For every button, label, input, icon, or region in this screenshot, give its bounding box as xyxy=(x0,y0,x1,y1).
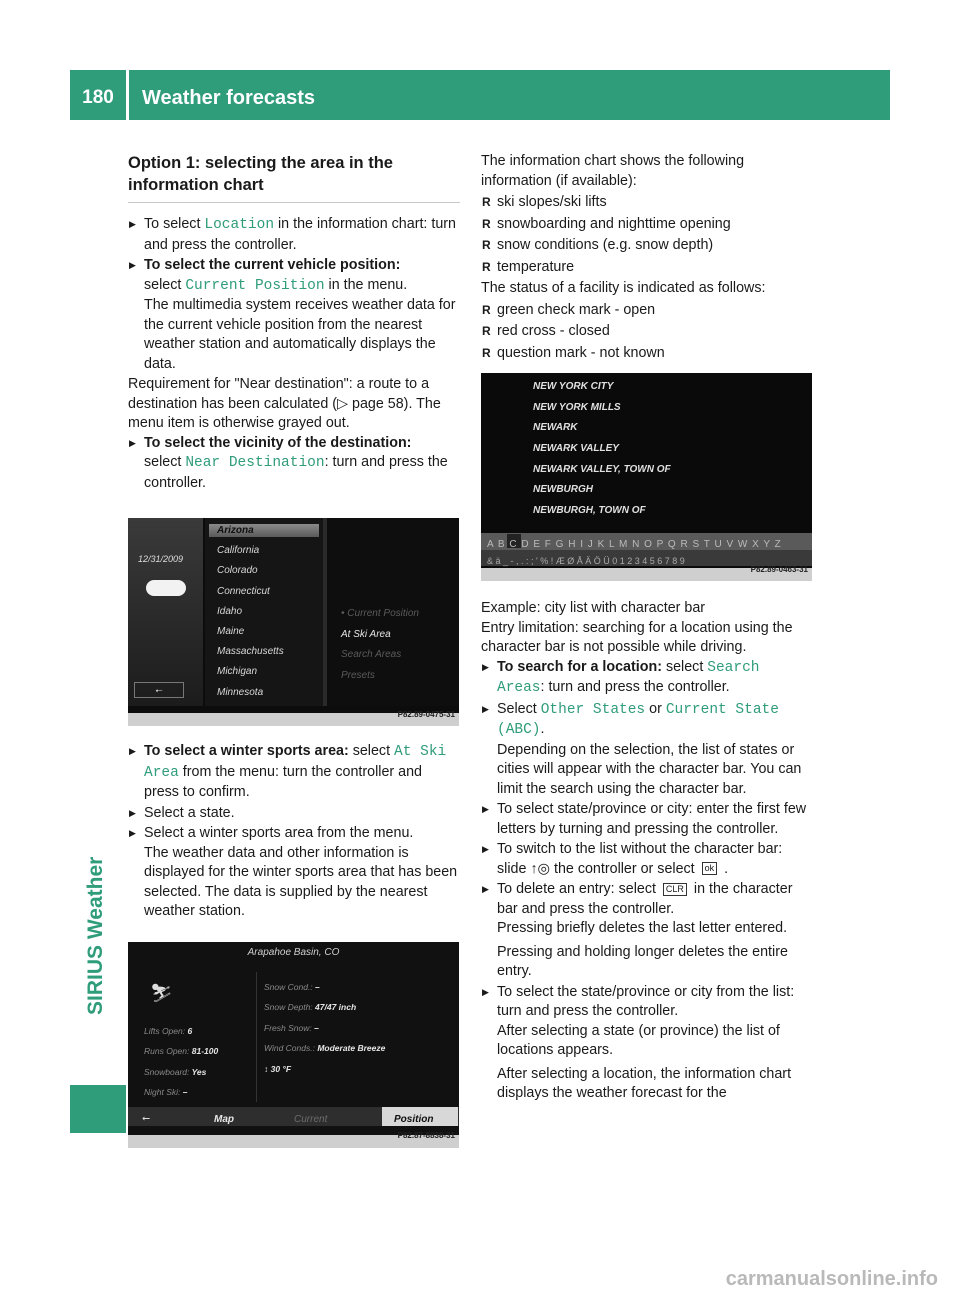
tab-bar xyxy=(128,1107,459,1126)
character-bar[interactable] xyxy=(481,533,812,550)
intro-text: The information chart shows the following information (if available): xyxy=(481,153,745,189)
state-list-item[interactable]: Arizona xyxy=(217,525,254,536)
state-list-item[interactable]: Colorado xyxy=(217,565,258,577)
header-divider xyxy=(126,70,129,120)
page-title: Weather forecasts xyxy=(142,87,316,109)
city-list-item[interactable]: NEWBURGH xyxy=(533,484,593,496)
info-bullets xyxy=(481,193,813,277)
image-code: P82.89-0475-31 xyxy=(397,709,455,719)
city-list-item[interactable]: NEWBURGH, TOWN OF xyxy=(533,505,646,517)
ski-info-value: Moderate Breeze xyxy=(314,1043,386,1053)
ski-info-label: Snow Depth: xyxy=(264,1002,313,1012)
state-list-item[interactable]: Minnesota xyxy=(217,686,264,698)
city-list-item[interactable]: NEWARK VALLEY xyxy=(533,443,619,455)
ok-key-icon: ok xyxy=(702,862,718,875)
page-header xyxy=(70,70,890,120)
back-button[interactable]: ⭠ xyxy=(134,682,184,698)
step-select-area: ▶ Select a winter sports area from the menu. The weather data and other information is displayed for the winter sports area that has been selected. The data is supplied by the nearest weather station. xyxy=(128,824,460,922)
options-menu xyxy=(329,518,459,706)
code-search-areas: Search Areas xyxy=(497,659,760,696)
step-select-location: ▶ To select Location in the information chart: turn and press the controller. xyxy=(128,215,460,255)
ski-info-value: – xyxy=(311,1022,319,1033)
step-delete-entry: ▶ To delete an entry: select CLR in the character bar and press the controller. Pressing briefly deletes the last letter entered. Pressing and holding longer deletes the entire entry. xyxy=(481,880,813,982)
ski-info-value: 6 xyxy=(185,1025,193,1036)
date-label: 12/31/2009 xyxy=(138,554,184,564)
status-bullets xyxy=(481,301,813,364)
state-list-item[interactable]: Idaho xyxy=(217,605,243,617)
menu-item[interactable]: • Current Position xyxy=(341,608,419,619)
status-intro: The status of a facility is indicated as follows: xyxy=(481,280,766,296)
ski-info-value: Yes xyxy=(189,1066,207,1077)
step-current-position: ▶ To select the current vehicle position: select Current Position in the menu. The multimedia system receives weather data for the current vehicle position from the nearest weather station and automatically displays the data. xyxy=(128,256,460,374)
bullet-item: R temperature xyxy=(481,258,813,278)
section-marker xyxy=(70,1085,126,1133)
entry-limitation: Entry limitation: searching for a location using the character bar is not possible while driving. xyxy=(481,619,793,655)
bullet-item: R green check mark - open xyxy=(481,301,813,321)
screenshot-state-menu xyxy=(128,518,459,726)
ski-info-row xyxy=(264,1019,385,1040)
city-list-item[interactable]: NEWARK VALLEY, TOWN OF xyxy=(533,463,671,475)
city-list-item[interactable]: NEW YORK CITY xyxy=(533,381,614,392)
ski-info-label: Lifts Open: xyxy=(144,1025,186,1036)
ski-info-label: Snow Cond.: xyxy=(264,981,313,992)
ski-area-title: Arapahoe Basin, CO xyxy=(247,946,340,958)
image-code: P82.89-0463-31 xyxy=(750,564,808,574)
ski-info-row xyxy=(144,1042,218,1063)
ski-info-row xyxy=(264,978,385,999)
step-select-from-list: ▶ To select the state/province or city from the list: turn and press the controller. After selecting a state (or province) the list of locations appears. After selecting a location, the information chart displays the weather forecast for the xyxy=(481,983,813,1104)
code-location: Location xyxy=(204,217,275,233)
ski-info-value: – xyxy=(180,1087,188,1097)
ski-info-value: 81-100 xyxy=(189,1046,219,1056)
menu-item[interactable]: Search Areas xyxy=(341,649,402,660)
bullet-item: R snow conditions (e.g. snow depth) xyxy=(481,236,813,256)
bullet-item: R ski slopes/ski lifts xyxy=(481,193,813,213)
menu-item[interactable]: At Ski Area xyxy=(341,628,391,640)
right-column xyxy=(481,152,813,1105)
code-other-states: Other States xyxy=(540,701,646,718)
state-list-item[interactable]: Connecticut xyxy=(217,585,270,597)
code-near-destination: Near Destination xyxy=(185,455,325,471)
cloud-icon xyxy=(146,580,186,596)
state-list-item[interactable]: Massachusetts xyxy=(217,646,284,658)
image-code: P82.87-8838-31 xyxy=(397,1131,455,1140)
state-list-item[interactable]: Maine xyxy=(217,625,245,637)
requirement-text: Requirement for "Near destination": a route to a destination has been calculated (▷ page 58). The menu item is otherwise grayed out. xyxy=(128,376,441,431)
code-current-position: Current Position xyxy=(185,277,325,294)
alphabet-row: A B C D E F G H I J K L M N O P Q R S T U V W X Y Z xyxy=(487,539,782,550)
step-near-destination: ▶ To select the vicinity of the destination: select Near Destination: turn and press the controller. xyxy=(128,434,460,494)
step-switch-list: ▶ To switch to the list without the character bar: slide ↑◎ the controller or select ok . xyxy=(481,840,813,879)
ski-info-row xyxy=(144,1022,218,1043)
city-list-item[interactable]: NEW YORK MILLS xyxy=(533,401,621,413)
controller-slide-icon: ↑◎ xyxy=(530,860,551,877)
weather-panel xyxy=(128,518,203,706)
ski-info-label: Fresh Snow: xyxy=(264,1022,312,1033)
code-current-state: Current State (ABC) xyxy=(497,701,779,738)
ski-info-value: – xyxy=(312,981,320,992)
numbers-row: & ä _ - , . : ; ' % ! Æ Ø Å Ä Ö Ü 0 1 2 3 4 5 6 7 8 9 xyxy=(487,556,685,566)
heading-rule xyxy=(128,202,460,203)
state-list xyxy=(205,518,323,706)
step-winter-sports: ▶ To select a winter sports area: select At Ski Area from the menu: turn the controller and press to confirm. xyxy=(128,742,460,803)
list-scrollbar[interactable] xyxy=(323,518,327,706)
ski-info-row xyxy=(144,1063,218,1084)
step-select-state: ▶ Select a state. xyxy=(128,804,460,824)
clr-key-icon: CLR xyxy=(663,883,687,896)
tab-position[interactable]: Position xyxy=(394,1113,434,1125)
watermark: carmanualsonline.info xyxy=(725,1268,938,1290)
ski-info-label: Wind Conds.: xyxy=(264,1043,315,1053)
city-list-item[interactable]: NEWARK xyxy=(533,422,578,434)
state-list-item[interactable]: Michigan xyxy=(217,666,258,678)
step-select-states: ▶ Select Other States or Current State (ABC). Depending on the selection, the list of states or cities will appear with the character bar. You can limit the search using the character bar. xyxy=(481,700,813,800)
tab-map[interactable]: Map xyxy=(214,1113,234,1125)
menu-item[interactable]: Presets xyxy=(341,669,375,681)
page-number: 180 xyxy=(82,87,114,108)
ski-info-row xyxy=(264,1060,385,1081)
ski-info-value: 47/47 inch xyxy=(312,1002,357,1012)
ski-info-row xyxy=(264,1039,385,1060)
state-list-item[interactable]: California xyxy=(217,545,260,557)
section-label: SIRIUS Weather xyxy=(84,856,107,1015)
ski-info-value: ↕ 30 °F xyxy=(264,1063,292,1074)
ski-info-label: Snowboard: xyxy=(144,1066,190,1077)
screenshot-city-list xyxy=(481,373,812,581)
tab-current[interactable]: Current xyxy=(294,1113,328,1125)
section-heading: Option 1: selecting the area in the information chart xyxy=(128,154,393,194)
image-caption: Example: city list with character bar xyxy=(481,600,706,616)
bullet-item: R red cross - closed xyxy=(481,322,813,342)
screenshot-ski-area xyxy=(128,942,459,1148)
left-column xyxy=(128,152,460,1148)
ski-info-label: Night Ski: xyxy=(144,1087,181,1097)
step-search-location: ▶ To search for a location: select Search Areas: turn and press the controller. xyxy=(481,658,813,699)
step-enter-letters: ▶ To select state/province or city: enter the first few letters by turning and pressing the controller. xyxy=(481,800,813,839)
code-at-ski-area: At Ski Area xyxy=(144,744,447,781)
back-icon[interactable]: ⭠ xyxy=(142,1112,150,1124)
bullet-item: R snowboarding and nighttime opening xyxy=(481,215,813,235)
ski-info-row xyxy=(144,1083,218,1104)
ski-info-row xyxy=(264,998,385,1019)
bullet-item: R question mark - not known xyxy=(481,344,813,364)
ski-info-label: Runs Open: xyxy=(144,1046,190,1056)
skier-icon: ⛷ xyxy=(150,982,173,1003)
